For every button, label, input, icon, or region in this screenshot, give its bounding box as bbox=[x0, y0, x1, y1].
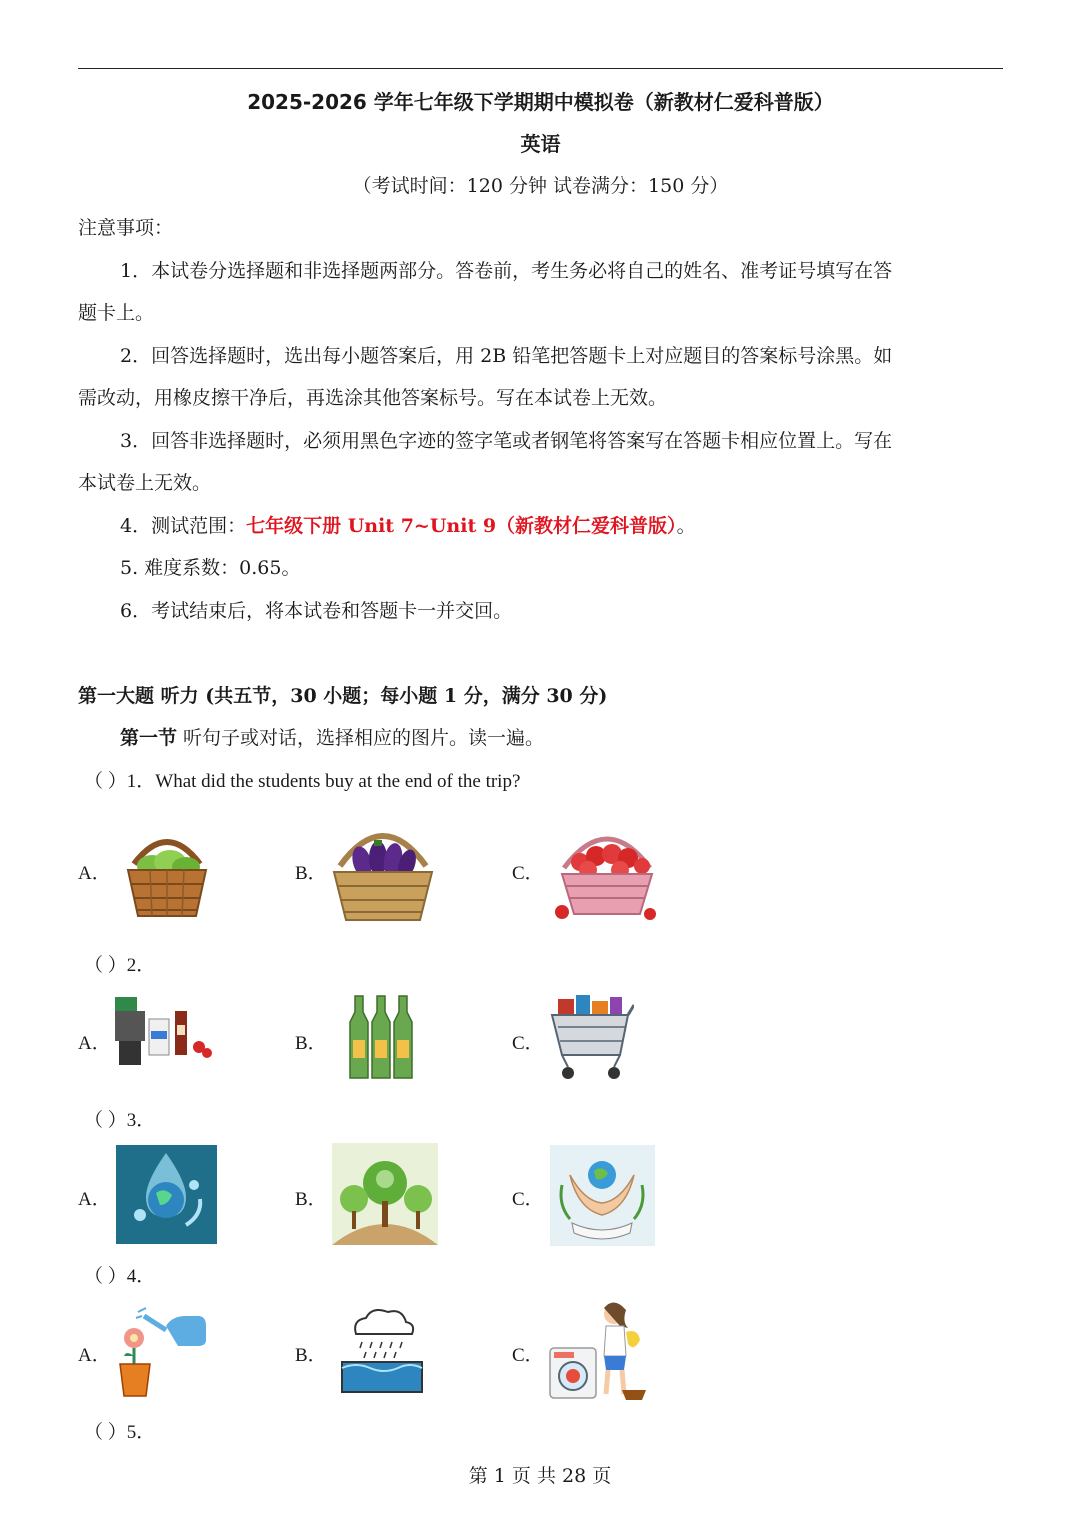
note-3-line-1: 3．回答非选择题时，必须用黑色字迹的签字笔或者钢笔将答案写在答题卡相应位置上。写在 bbox=[120, 430, 893, 452]
note-4-prefix: 4．测试范围： bbox=[120, 515, 247, 537]
laundry-girl-icon bbox=[548, 1298, 648, 1402]
exam-time-info: （考试时间：120 分钟 试卷满分：150 分） bbox=[352, 175, 729, 197]
top-rule bbox=[78, 68, 1003, 69]
q3-option-c-label: C． bbox=[512, 1189, 544, 1210]
question-1 bbox=[84, 766, 520, 793]
part-title: 第一大题 听力 (共五节，30 小题；每小题 1 分，满分 30 分) bbox=[78, 685, 608, 707]
page-footer: 第 1 页 共 28 页 bbox=[468, 1465, 612, 1487]
question-1-text: What did the students buy at the end of the trip? bbox=[155, 771, 521, 792]
q1-option-b-label: B． bbox=[295, 863, 327, 884]
q1-option-a-label: A． bbox=[78, 863, 111, 884]
basket-of-strawberries-icon bbox=[552, 814, 662, 924]
green-bottles-icon bbox=[344, 992, 418, 1082]
watering-flower-icon bbox=[116, 1304, 212, 1398]
section-subtitle bbox=[120, 723, 544, 750]
question-2 bbox=[84, 950, 155, 977]
shopping-cart-icon bbox=[548, 993, 634, 1081]
answer-blank-4[interactable]: （ ）4． bbox=[84, 1266, 156, 1287]
eco-trees-icon bbox=[332, 1143, 438, 1245]
question-3 bbox=[84, 1105, 155, 1132]
answer-blank-1[interactable]: （ ）1． bbox=[84, 771, 156, 792]
q1-option-c-label: C． bbox=[512, 863, 544, 884]
note-4 bbox=[120, 511, 696, 538]
note-6: 6．考试结束后，将本试卷和答题卡一并交回。 bbox=[120, 600, 513, 622]
notes-heading: 注意事项： bbox=[78, 217, 174, 239]
note-4-range: 七年级下册 Unit 7~Unit 9（新教材仁爱科普版） bbox=[246, 515, 677, 537]
note-5: 5. 难度系数：0.65。 bbox=[120, 557, 301, 579]
earth-day-hands-icon bbox=[550, 1145, 655, 1246]
answer-blank-3[interactable]: （ ）3． bbox=[84, 1110, 156, 1131]
answer-blank-2[interactable]: （ ）2． bbox=[84, 955, 156, 976]
rain-pool-icon bbox=[336, 1304, 428, 1396]
section-label: 第一节 bbox=[120, 727, 178, 749]
note-1-line-2: 题卡上。 bbox=[78, 302, 155, 324]
cash-register-groceries-icon bbox=[113, 995, 215, 1067]
basket-of-lettuce-icon bbox=[122, 822, 212, 922]
note-3-line-2: 本试卷上无效。 bbox=[78, 472, 212, 494]
q2-option-a-label: A． bbox=[78, 1033, 111, 1054]
note-2-line-1: 2．回答选择题时，选出每小题答案后，用 2B 铅笔把答题卡上对应题目的答案标号涂黑。如 bbox=[120, 345, 893, 367]
q4-option-c-label: C． bbox=[512, 1345, 544, 1366]
q2-option-b-label: B． bbox=[295, 1033, 327, 1054]
q3-option-a-label: A． bbox=[78, 1189, 111, 1210]
note-1-line-1: 1．本试卷分选择题和非选择题两部分。答卷前，考生务必将自己的姓名、准考证号填写在答 bbox=[120, 260, 893, 282]
basket-of-eggplants-icon bbox=[330, 812, 436, 924]
q3-option-b-label: B． bbox=[295, 1189, 327, 1210]
water-earth-icon bbox=[116, 1145, 217, 1244]
note-2-line-2: 需改动，用橡皮擦干净后，再选涂其他答案标号。写在本试卷上无效。 bbox=[78, 387, 668, 409]
answer-blank-5[interactable]: （ ）5． bbox=[84, 1422, 156, 1443]
exam-subject: 英语 bbox=[520, 132, 561, 156]
section-instruction: 听句子或对话，选择相应的图片。读一遍。 bbox=[177, 727, 545, 749]
q4-option-b-label: B． bbox=[295, 1345, 327, 1366]
q2-option-c-label: C． bbox=[512, 1033, 544, 1054]
q4-option-a-label: A． bbox=[78, 1345, 111, 1366]
note-4-suffix: 。 bbox=[676, 515, 696, 537]
question-5 bbox=[84, 1417, 155, 1444]
exam-title: 2025-2026 学年七年级下学期期中模拟卷（新教材仁爱科普版） bbox=[247, 90, 834, 114]
question-4 bbox=[84, 1261, 155, 1288]
